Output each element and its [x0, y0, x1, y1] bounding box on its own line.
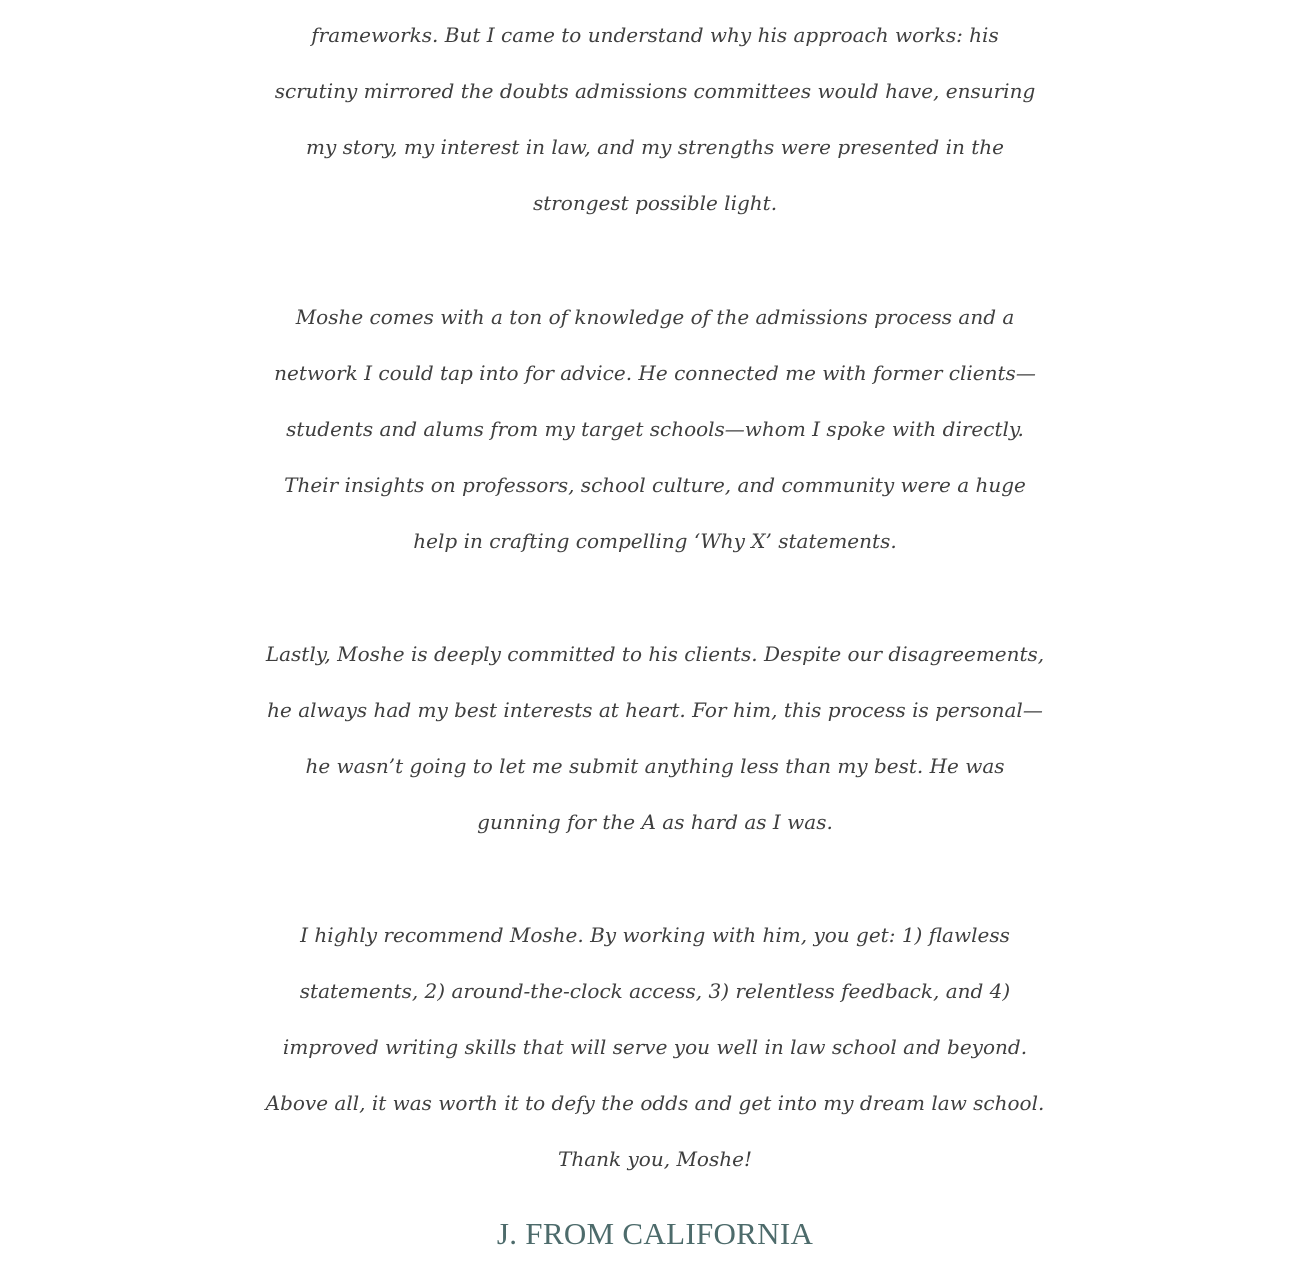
paragraph-line: my story, my interest in law, and my strengths were presented in the: [306, 135, 1004, 159]
paragraph-line: statements, 2) around-the-clock access, 3) relentless feedback, and 4): [299, 979, 1011, 1003]
paragraph-line: he always had my best interests at heart. For him, this process is personal—: [267, 698, 1043, 722]
paragraph-line: help in crafting compelling ‘Why X’ statements.: [413, 529, 897, 553]
paragraph-line: Thank you, Moshe!: [558, 1147, 752, 1171]
paragraph-line: gunning for the A as hard as I was.: [477, 810, 833, 834]
testimonial-paragraph: [0, 289, 1310, 569]
testimonial-paragraph: [0, 907, 1310, 1187]
paragraph-line: he wasn’t going to let me submit anything less than my best. He was: [305, 754, 1005, 778]
paragraph-line: Above all, it was worth it to defy the odds and get into my dream law school.: [265, 1091, 1045, 1115]
paragraph-line: Lastly, Moshe is deeply committed to his clients. Despite our disagreements,: [265, 642, 1045, 666]
testimonial-paragraph: [0, 626, 1310, 850]
paragraph-line: scrutiny mirrored the doubts admissions committees would have, ensuring: [274, 79, 1036, 103]
paragraph-line: improved writing skills that will serve you well in law school and beyond.: [282, 1035, 1028, 1059]
paragraph-line: network I could tap into for advice. He connected me with former clients—: [274, 361, 1036, 385]
paragraph-line: Moshe comes with a ton of knowledge of the admissions process and a: [295, 305, 1015, 329]
paragraph-line: students and alums from my target schools—whom I spoke with directly.: [286, 417, 1024, 441]
paragraph-line: I highly recommend Moshe. By working with him, you get: 1) flawless: [300, 923, 1010, 947]
testimonial-paragraph: [0, 7, 1310, 231]
paragraph-line: frameworks. But I came to understand why his approach works: his: [311, 23, 999, 47]
paragraph-line: strongest possible light.: [532, 191, 778, 215]
paragraph-line: Their insights on professors, school culture, and community were a huge: [284, 473, 1026, 497]
testimonial-attribution: J. FROM CALIFORNIA: [496, 1216, 814, 1251]
